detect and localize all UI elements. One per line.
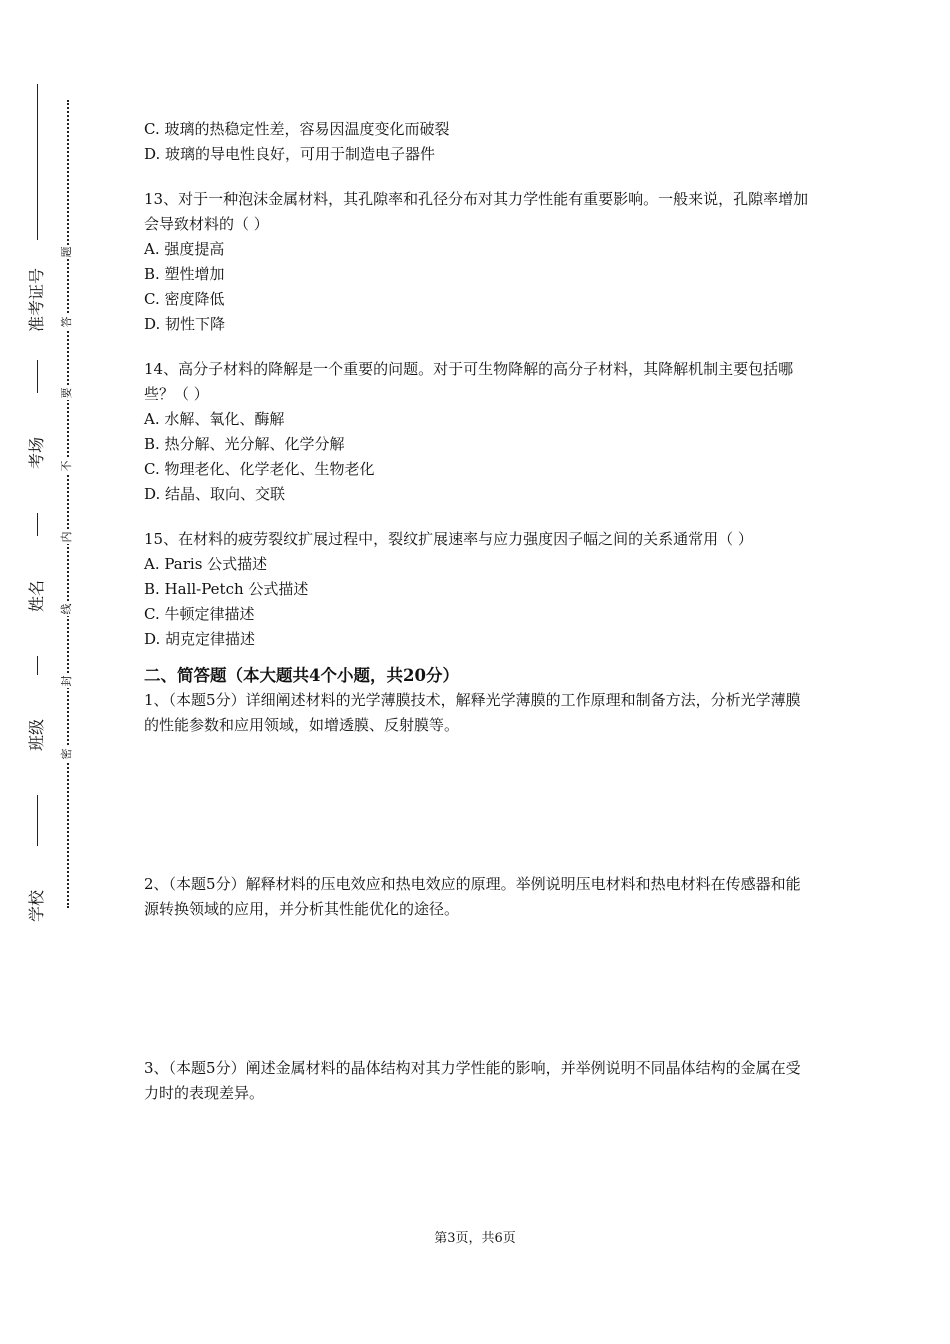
answer-space bbox=[144, 738, 810, 872]
option: A. Paris 公式描述 bbox=[144, 555, 268, 573]
section-title: 二、简答题（本大题共4个小题，共20分） bbox=[144, 666, 459, 685]
option: B. Hall-Petch 公式描述 bbox=[144, 580, 309, 598]
seal-char: 答 bbox=[60, 316, 73, 328]
answer-space bbox=[144, 922, 810, 1056]
question-13 bbox=[144, 187, 810, 337]
class-label: 班级 bbox=[26, 675, 48, 795]
option: D. 胡克定律描述 bbox=[144, 630, 256, 648]
seal-char: 密 bbox=[60, 748, 73, 760]
school-label: 学校 bbox=[26, 846, 48, 966]
option: C. 牛顿定律描述 bbox=[144, 605, 255, 623]
option: D. 韧性下降 bbox=[144, 315, 226, 333]
question-stem: 14、高分子材料的降解是一个重要的问题。对于可生物降解的高分子材料，其降解机制主要包括哪些？（ ） bbox=[144, 360, 794, 403]
seal-char: 不 bbox=[60, 460, 73, 472]
page-footer: 第3页，共6页 bbox=[434, 1231, 516, 1246]
option: D. 玻璃的导电性良好，可用于制造电子器件 bbox=[144, 145, 436, 163]
seal-char: 线 bbox=[60, 603, 73, 615]
seal-char: 内 bbox=[60, 531, 73, 543]
seal-char: 题 bbox=[60, 246, 73, 258]
option: C. 物理老化、化学老化、生物老化 bbox=[144, 460, 375, 478]
question-stem: 13、对于一种泡沫金属材料，其孔隙率和孔径分布对其力学性能有重要影响。一般来说，孔隙率增加会导致材料的（ ） bbox=[144, 190, 809, 233]
question-15 bbox=[144, 527, 810, 652]
question-14 bbox=[144, 357, 810, 507]
option: B. 热分解、光分解、化学分解 bbox=[144, 435, 345, 453]
option: C. 密度降低 bbox=[144, 290, 225, 308]
option: A. 水解、氧化、酶解 bbox=[144, 410, 285, 428]
exam-number-label: 准考证号 bbox=[26, 240, 48, 360]
option: A. 强度提高 bbox=[144, 240, 225, 258]
page-content bbox=[144, 117, 810, 1106]
seal-char: 封 bbox=[60, 675, 73, 687]
seal-dotted-line bbox=[67, 100, 69, 908]
short-answer-question-3: 3、（本题5分）阐述金属材料的晶体结构对其力学性能的影响，并举例说明不同晶体结构的金属在受力时的表现差异。 bbox=[144, 1059, 801, 1102]
short-answer-question-2: 2、（本题5分）解释材料的压电效应和热电效应的原理。举例说明压电材料和热电材料在传感器和能源转换领域的应用，并分析其性能优化的途径。 bbox=[144, 875, 801, 918]
question-12-tail bbox=[144, 117, 810, 167]
seal-char: 要 bbox=[60, 387, 73, 399]
name-label: 姓名 bbox=[26, 536, 48, 656]
exam-room-label: 考场 bbox=[26, 393, 48, 513]
option: B. 塑性增加 bbox=[144, 265, 225, 283]
short-answer-question-1: 1、（本题5分）详细阐述材料的光学薄膜技术，解释光学薄膜的工作原理和制备方法，分析光学薄膜的性能参数和应用领域，如增透膜、反射膜等。 bbox=[144, 691, 801, 734]
option: C. 玻璃的热稳定性差，容易因温度变化而破裂 bbox=[144, 120, 450, 138]
question-stem: 15、在材料的疲劳裂纹扩展过程中，裂纹扩展速率与应力强度因子幅之间的关系通常用（ ） bbox=[144, 530, 753, 548]
option: D. 结晶、取向、交联 bbox=[144, 485, 286, 503]
